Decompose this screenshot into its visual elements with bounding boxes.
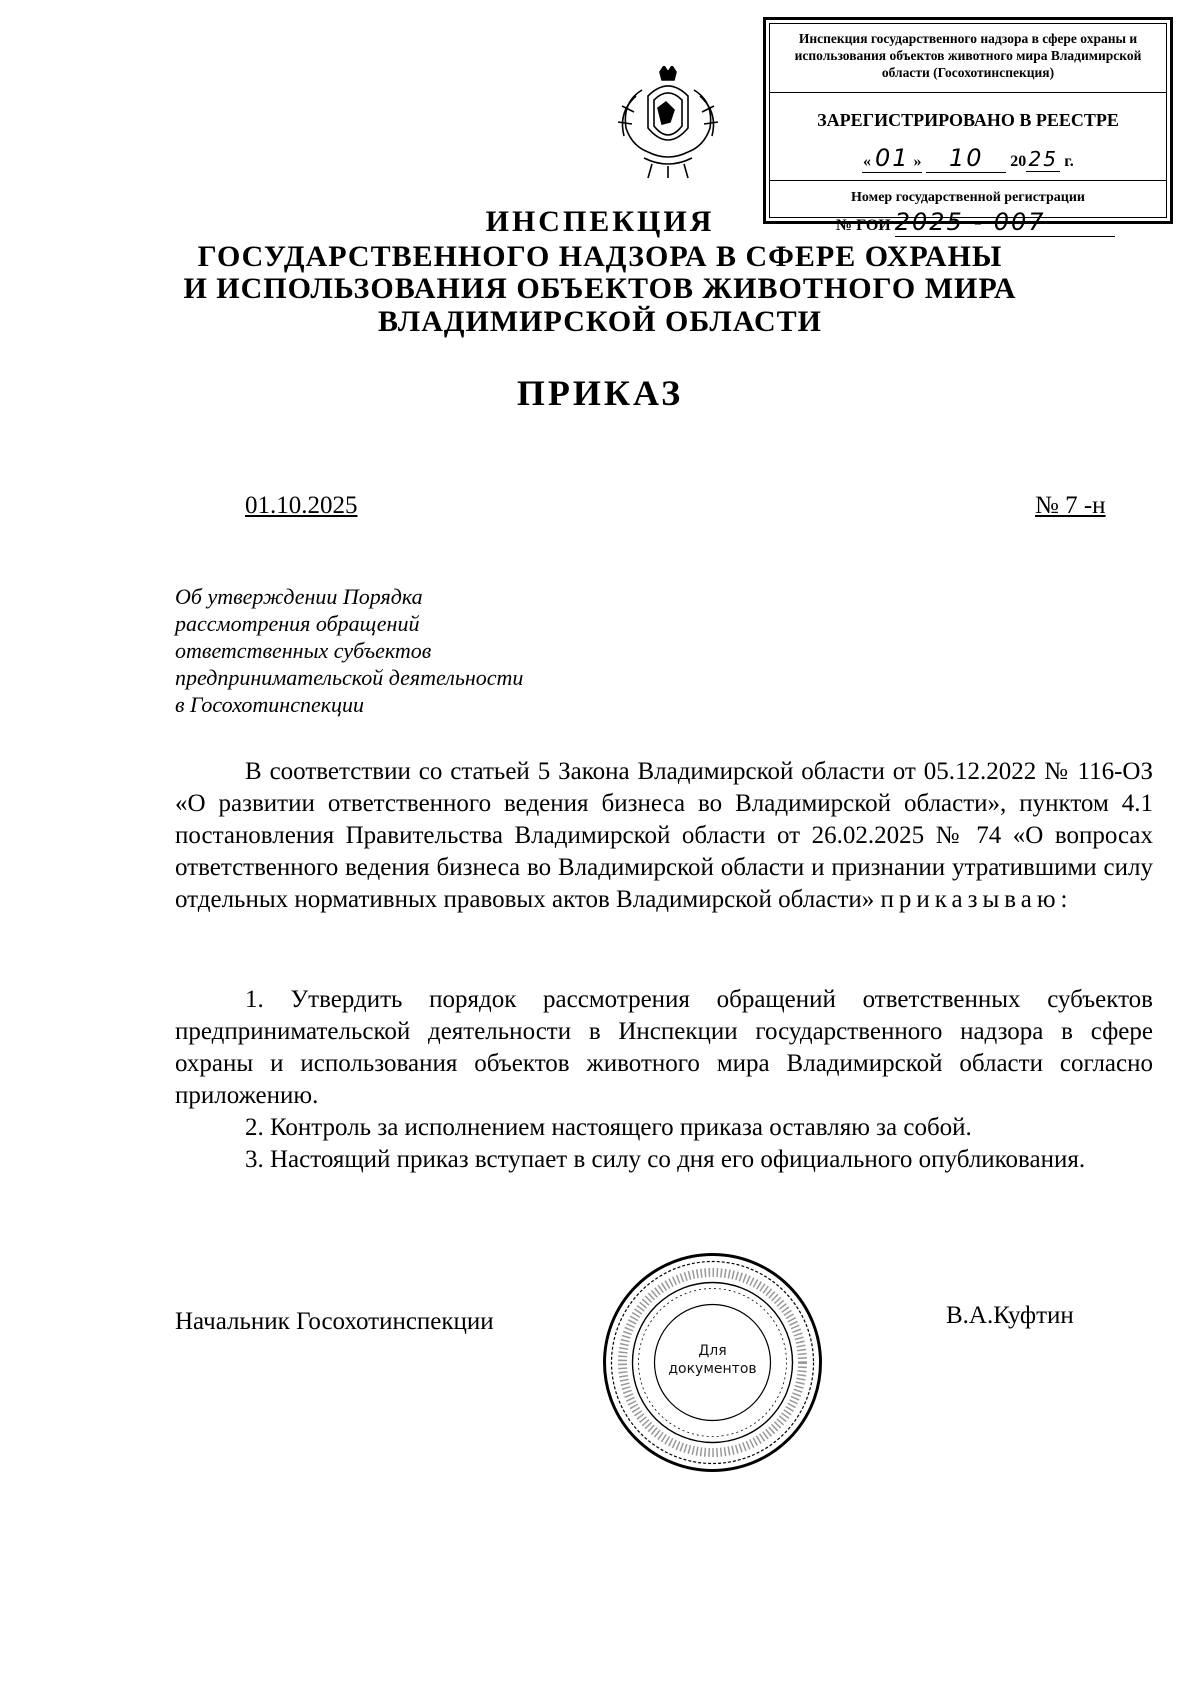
header-title-line-1: ИНСПЕКЦИЯ: [485, 205, 715, 238]
registration-number: № ГОИ 2025 - 007: [770, 208, 1166, 237]
registration-title: ЗАРЕГИСТРИРОВАНО В РЕЕСТРЕ: [817, 110, 1119, 130]
subject-line: рассмотрения обращений: [175, 611, 420, 636]
signer-name: В.А.Куфтин: [946, 1302, 1074, 1329]
registration-date: « 01 » 10 20 25 г.: [862, 144, 1074, 172]
order-date: 01.10.2025: [245, 492, 358, 519]
order-item-1: 1. Утвердить порядок рассмотрения обращений ответственных субъектов предпринимательской деятельности в Инспекции государственного надзора в сфере охраны и использования объектов животного мира Владимирской области согласно приложению.: [175, 986, 1153, 1109]
header-title-line-4: ВЛАДИМИРСКОЙ ОБЛАСТИ: [378, 305, 822, 338]
order-item-2: 2. Контроль за исполнением настоящего приказа оставляю за собой.: [245, 1114, 972, 1141]
registration-stamp: [763, 17, 1173, 236]
document-type-heading: ПРИКАЗ: [516, 373, 684, 413]
header-title-line-3: И ИСПОЛЬЗОВАНИЯ ОБЪЕКТОВ ЖИВОТНОГО МИРА: [183, 272, 1017, 305]
preamble-paragraph: В соответствии со статьей 5 Закона Владимирской области от 05.12.2022 № 116-ОЗ «О развитии ответственного ведения бизнеса во Владимирской области», пунктом 4.1 постановления Правительства Владимирской области от 26.02.2025 № 74 «О вопросах ответственного ведения бизнеса во Владимирской области и признании утратившими силу отдельных нормативных правовых актов Владимирской области» приказываю:: [175, 758, 1153, 913]
subject-line: предпринимательской деятельности: [175, 665, 524, 690]
seal-center-text: Для документов: [668, 1343, 757, 1377]
official-seal: [600, 1250, 825, 1475]
order-subject: [175, 583, 523, 718]
registration-month: 10: [948, 144, 984, 172]
registration-day: 01: [874, 144, 910, 172]
subject-line: в Госохотинспекции: [175, 692, 365, 717]
order-number: № 7 -н: [1035, 492, 1106, 519]
order-word: приказываю:: [880, 886, 1073, 913]
coat-of-arms-icon: [608, 66, 728, 180]
signer-title: Начальник Госохотинспекции: [175, 1308, 494, 1335]
header-title-line-2: ГОСУДАРСТВЕННОГО НАДЗОРА В СФЕРЕ ОХРАНЫ: [197, 240, 1003, 273]
subject-line: ответственных субъектов: [175, 638, 432, 663]
registration-number-label: Номер государственной регистрации: [851, 190, 1085, 205]
registration-year: 25: [1028, 147, 1058, 171]
registration-organization: Инспекция государственного надзора в сфере охраны и использования объектов животного мира Владимирской области (Госохотинспекция): [794, 31, 1142, 80]
subject-line: Об утверждении Порядка: [175, 584, 423, 609]
order-item-3: 3. Настоящий приказ вступает в силу со дня его официального опубликования.: [245, 1146, 1086, 1173]
